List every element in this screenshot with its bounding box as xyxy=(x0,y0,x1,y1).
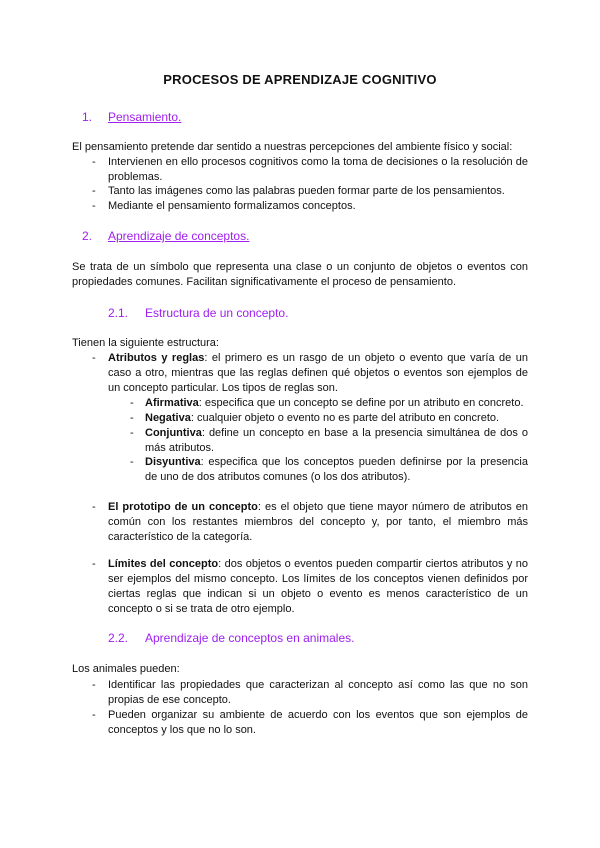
definition: : es el objeto que tiene mayor número de atributos en común con los restantes miembros del concepto y, por tanto, el miembro más característico de la categoría. xyxy=(108,501,528,543)
paragraph: El pensamiento pretende dar sentido a nuestras percepciones del ambiente físico y social: xyxy=(72,141,513,153)
term: Negativa xyxy=(145,412,191,424)
bullet-dash: - xyxy=(130,412,134,424)
list-item xyxy=(145,411,530,426)
bullet-dash: - xyxy=(92,200,96,212)
definition: : especifica que un concepto se define por un atributo en concreto. xyxy=(198,397,524,409)
definition: : cualquier objeto o evento no es parte del atributo en concreto. xyxy=(190,412,500,424)
term: Disyuntiva xyxy=(145,456,201,468)
paragraph: Los animales pueden: xyxy=(72,663,180,675)
bullet-dash: - xyxy=(92,352,96,364)
bullet-dash: - xyxy=(92,558,96,570)
heading-number: 2. xyxy=(82,229,93,243)
list-item: Mediante el pensamiento formalizamos conceptos. xyxy=(108,200,356,212)
list-item: Intervienen en ello procesos cognitivos como la toma de decisiones o la resolución de problemas. xyxy=(108,156,528,183)
list-item xyxy=(108,351,528,396)
heading-conceptos-animales: Aprendizaje de conceptos en animales. xyxy=(145,631,355,645)
bullet-dash: - xyxy=(92,709,96,721)
bullet-dash: - xyxy=(130,427,134,439)
list-item xyxy=(145,396,530,411)
definition: : dos objetos o eventos pueden compartir ciertos atributos y no ser ejemplos del mismo concepto. Los límites de los conceptos vienen definidos por ciertas reglas que indican si un objeto o evento es menos característico de un concepto o si se trata de otro ejemplo. xyxy=(108,558,528,615)
bullet-dash: - xyxy=(92,156,96,168)
paragraph: Tienen la siguiente estructura: xyxy=(72,337,219,349)
list-item xyxy=(145,455,528,485)
list-item: Tanto las imágenes como las palabras pueden formar parte de los pensamientos. xyxy=(108,185,505,197)
list-item: Identificar las propiedades que caracterizan al concepto así como las que no son propias de ese concepto. xyxy=(108,679,528,706)
list-item xyxy=(145,426,528,456)
definition: : especifica que los conceptos pueden definirse por la presencia de uno de dos atributos comunes (o los dos atributos). xyxy=(145,456,528,483)
term: Atributos y reglas xyxy=(108,352,205,364)
bullet-dash: - xyxy=(92,501,96,513)
term: Afirmativa xyxy=(145,397,199,409)
bullet-dash: - xyxy=(92,185,96,197)
term: Límites del concepto xyxy=(108,558,219,570)
heading-number: 2.1. xyxy=(108,306,129,320)
heading-number: 1. xyxy=(82,110,93,124)
heading-number: 2.2. xyxy=(108,631,129,645)
bullet-dash: - xyxy=(130,456,134,468)
list-item xyxy=(108,557,528,617)
heading-text: Aprendizaje de conceptos. xyxy=(108,229,250,243)
term: Conjuntiva xyxy=(145,427,202,439)
heading-aprendizaje-conceptos xyxy=(108,228,249,244)
bullet-dash: - xyxy=(130,397,134,409)
definition: : define un concepto en base a la presencia simultánea de dos o más atributos. xyxy=(145,427,528,454)
bullet-dash: - xyxy=(92,679,96,691)
term: El prototipo de un concepto xyxy=(108,501,258,513)
heading-text: Pensamiento. xyxy=(108,110,182,124)
heading-estructura: Estructura de un concepto. xyxy=(145,306,289,320)
list-item: Pueden organizar su ambiente de acuerdo con los eventos que son ejemplos de conceptos y los que no lo son. xyxy=(108,709,528,736)
definition: : el primero es un rasgo de un objeto o evento que varía de un caso a otro, mientras que las reglas definen qué objetos o eventos son ejemplos de un concepto particular. Los tipos de reglas son. xyxy=(108,352,528,394)
list-item xyxy=(108,500,528,545)
document-title: PROCESOS DE APRENDIZAJE COGNITIVO xyxy=(163,72,437,87)
heading-pensamiento xyxy=(108,109,181,125)
paragraph: Se trata de un símbolo que representa una clase o un conjunto de objetos o eventos con propiedades comunes. Facilitan significativamente el proceso de pensamiento. xyxy=(72,261,528,288)
